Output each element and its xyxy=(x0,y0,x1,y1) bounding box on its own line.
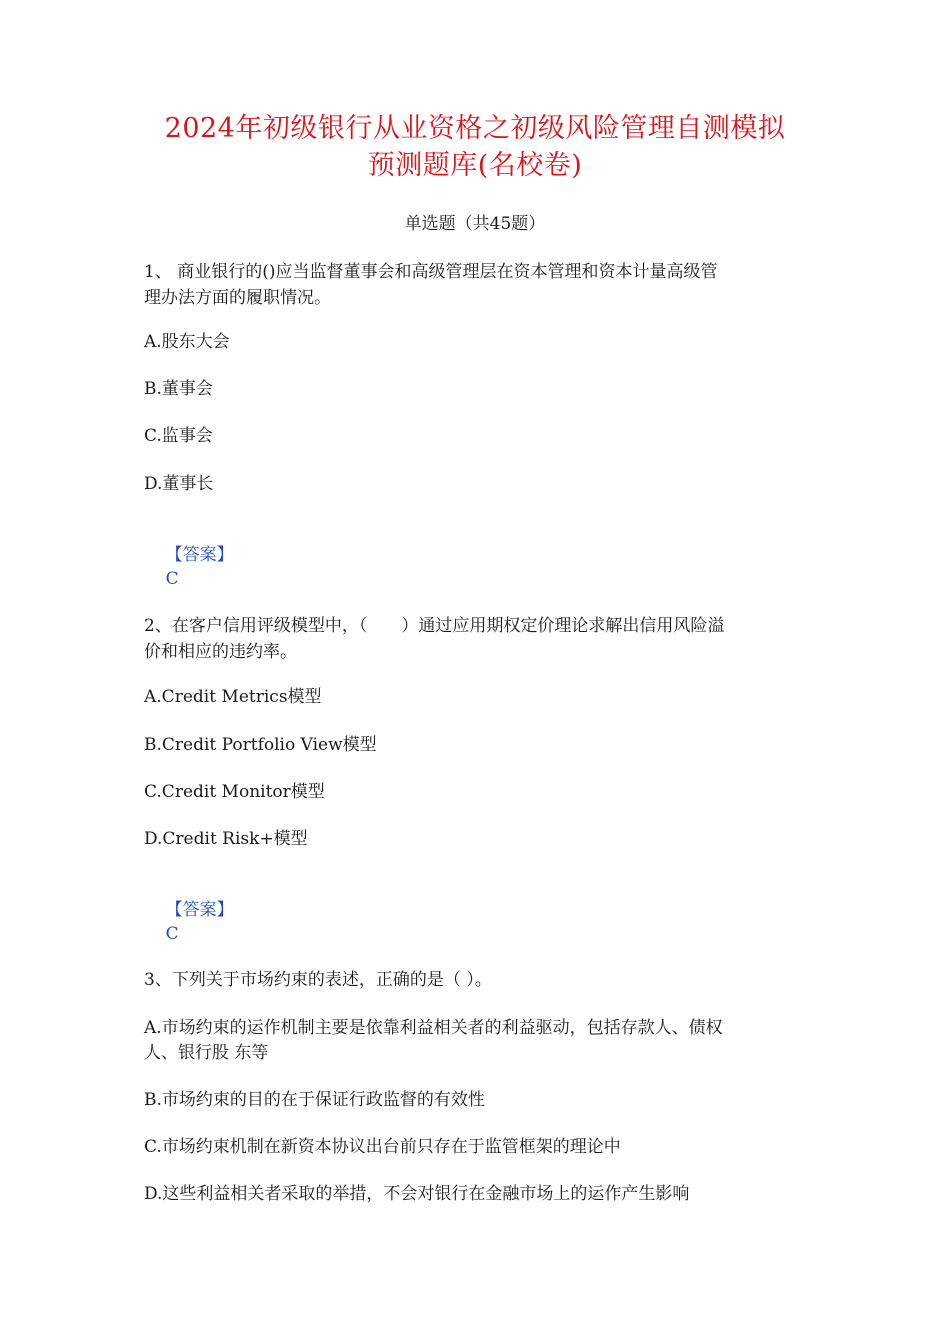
question-2-option-a: A.Credit Metrics模型 xyxy=(144,687,322,707)
question-1-option-a: A.股东大会 xyxy=(144,332,230,352)
answer-label: 【答案】 xyxy=(165,545,234,565)
question-2-stem-line-2: 价和相应的违约率。 xyxy=(144,642,297,662)
answer-value: C xyxy=(165,569,179,589)
section-header: 单选题（共45题） xyxy=(404,214,546,234)
document-title xyxy=(120,110,830,184)
question-3-option-c: C.市场约束机制在新资本协议出台前只存在于监管框架的理论中 xyxy=(144,1137,621,1157)
question-2-option-b: B.Credit Portfolio View模型 xyxy=(144,735,377,755)
question-1-answer xyxy=(144,519,814,615)
question-1-option-c: C.监事会 xyxy=(144,426,213,446)
question-3-option-b: B.市场约束的目的在于保证行政监督的有效性 xyxy=(144,1090,485,1110)
question-3-option-a-line-1: A.市场约束的运作机制主要是依靠利益相关者的利益驱动，包括存款人、债权 xyxy=(144,1018,723,1038)
question-1-stem-line-2: 理办法方面的履职情况。 xyxy=(144,288,331,308)
answer-label: 【答案】 xyxy=(165,900,234,920)
question-2-answer xyxy=(144,874,814,970)
document-title-line-1: 2024年初级银行从业资格之初级风险管理自测模拟 xyxy=(164,113,786,144)
question-2-stem-line-1: 2、在客户信用评级模型中，（ ）通过应用期权定价理论求解出信用风险溢 xyxy=(144,616,725,636)
question-1-option-b: B.董事会 xyxy=(144,379,213,399)
question-3-option-a-line-2: 人、银行股 东等 xyxy=(144,1043,269,1063)
question-1-stem-line-1: 1、 商业银行的()应当监督董事会和高级管理层在资本管理和资本计量高级管 xyxy=(144,262,718,282)
document-title-line-2: 预测题库(名校卷) xyxy=(367,150,583,181)
question-2-option-d: D.Credit Risk+模型 xyxy=(144,829,308,849)
question-1-option-d: D.董事长 xyxy=(144,474,214,494)
question-3-option-d: D.这些利益相关者采取的举措，不会对银行在金融市场上的运作产生影响 xyxy=(144,1184,690,1204)
question-3-stem: 3、下列关于市场约束的表述，正确的是（ ）。 xyxy=(144,970,492,990)
question-2-option-c: C.Credit Monitor模型 xyxy=(144,782,325,802)
answer-value: C xyxy=(165,924,179,944)
